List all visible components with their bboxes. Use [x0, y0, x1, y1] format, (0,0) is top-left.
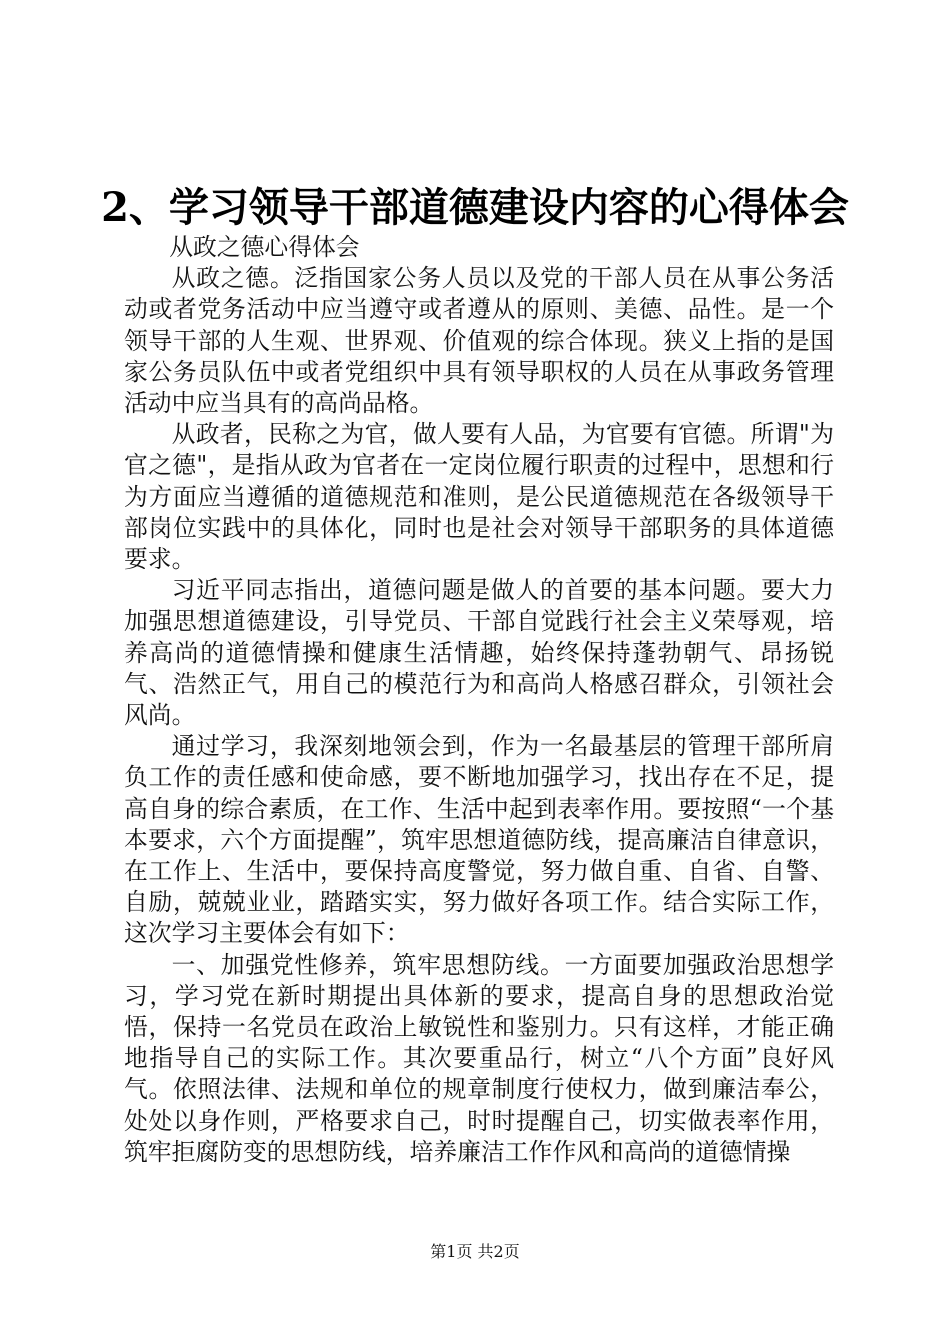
paragraph: 从政之德。泛指国家公务人员以及党的干部人员在从事公务活动或者党务活动中应当遵守或者遵从的原则、美德、品性。是一个领导干部的人生观、世界观、价值观的综合体现。狭义上指的是国家公务员队伍中或者党组织中具有领导职权的人员在从事政务管理活动中应当具有的高尚品格。: [124, 264, 834, 418]
paragraph: 从政者，民称之为官，做人要有人品，为官要有官德。所谓"为官之德"，是指从政为官者在一定岗位履行职责的过程中，思想和行为方面应当遵循的道德规范和准则，是公民道德规范在各级领导干部岗位实践中的具体化，同时也是社会对领导干部职务的具体道德要求。: [124, 420, 834, 574]
document-subtitle: 从政之德心得体会: [169, 233, 360, 261]
paragraph: 习近平同志指出，道德问题是做人的首要的基本问题。要大力加强思想道德建设，引导党员、干部自觉践行社会主义荣辱观，培养高尚的道德情操和健康生活情趣，始终保持蓬勃朝气、昂扬锐气、浩然正气，用自己的模范行为和高尚人格感召群众，引领社会风尚。: [124, 576, 834, 730]
document-body: [124, 232, 834, 1168]
document-title: 2、学习领导干部道德建设内容的心得体会: [101, 184, 849, 231]
page-number-footer: 第1页 共2页: [430, 1242, 520, 1261]
paragraph: 一、加强党性修养，筑牢思想防线。一方面要加强政治思想学习，学习党在新时期提出具体新的要求，提高自身的思想政治觉悟，保持一名党员在政治上敏锐性和鉴别力。只有这样，才能正确地指导自己的实际工作。其次要重品行，树立“八个方面”良好风气。依照法律、法规和单位的规章制度行使权力，做到廉洁奉公，处处以身作则，严格要求自己，时时提醒自己，切实做表率作用，筑牢拒腐防变的思想防线，培养廉洁工作作风和高尚的道德情操: [124, 950, 834, 1166]
paragraph: 通过学习，我深刻地领会到，作为一名最基层的管理干部所肩负工作的责任感和使命感，要不断地加强学习，找出存在不足，提高自身的综合素质，在工作、生活中起到表率作用。要按照“一个基本要求，六个方面提醒”，筑牢思想道德防线，提高廉洁自律意识，在工作上、生活中，要保持高度警觉，努力做自重、自省、自警、自励，兢兢业业，踏踏实实，努力做好各项工作。结合实际工作，这次学习主要体会有如下：: [124, 732, 834, 948]
